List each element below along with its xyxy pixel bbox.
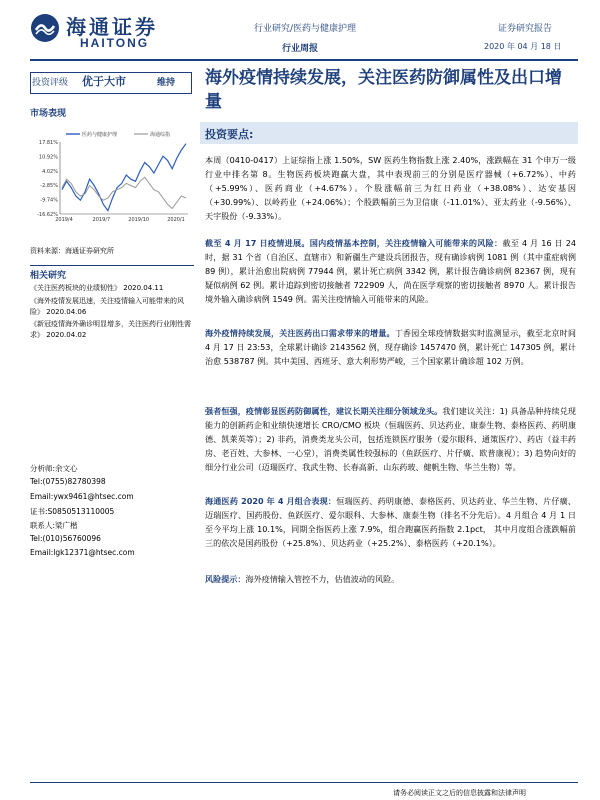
report-category: 行业研究/医药与健康护理 <box>254 24 357 34</box>
related-item-date: 2020.04.06 <box>46 308 87 316</box>
related-item-date: 2020.04.11 <box>123 284 164 292</box>
rating-value: 优于大市 <box>82 75 126 88</box>
chart-x-tick-label: 2019/7 <box>92 217 111 223</box>
page-title: 海外疫情持续发展，关注医药防御属性及出口增量 <box>205 68 562 112</box>
related-item[interactable] <box>30 319 196 341</box>
key-points-label: 投资要点: <box>205 128 254 141</box>
chart-y-tick-label: 4.02% <box>42 168 58 175</box>
paragraph-heading: 海外疫情持续发展，关注医药出口需求带来的增量。 <box>205 328 395 338</box>
paragraph-heading: 海通医药 2020 年 4 月组合表现： <box>205 496 337 506</box>
logo-english: HAITONG <box>80 36 150 50</box>
chart-x-tick-label: 2020/1 <box>167 217 185 223</box>
paragraph-risk <box>205 573 576 587</box>
report-label: 证券研究报告 <box>498 24 553 34</box>
paragraph-heading: 风险提示： <box>205 574 246 584</box>
related-item-title: 《关注医药板块的业绩韧性》 <box>30 284 121 292</box>
chart-y-tick-label: -9.74% <box>40 197 58 204</box>
footer-divider <box>30 782 578 783</box>
chart-series-pharma-line <box>62 144 186 211</box>
chart-y-tick-label: 17.81% <box>38 140 58 146</box>
chart-x-tick-label: 2019/4 <box>55 217 73 223</box>
footer-disclaimer: 请务必阅读正文之后的信息披露和法律声明 <box>393 789 526 797</box>
paragraph-recommendations <box>205 405 576 475</box>
chart-legend-label: 海通综指 <box>150 132 171 138</box>
paragraph-text: 丁香园全球疫情数据实时监测显示，截至北京时间 4 月 17 日 23:53，全球累计确诊 2143562 例，现存确诊 1457470 例，累计死亡 147305 例，累计治愈 538787 例。其中美国、西班牙、意大利形势严峻，三个国家累计确诊超 102 万例。 <box>205 328 576 366</box>
chart-series-index-line <box>62 177 186 208</box>
market-performance-chart <box>30 128 194 228</box>
contact-name: 联系人:梁广楷 <box>30 521 78 530</box>
chart-y-tick-label: -16.62% <box>37 212 58 218</box>
report-type: 行业周报 <box>282 44 319 54</box>
key-points-banner <box>200 122 578 144</box>
related-item-title: 《海外疫情发展迅速，关注疫情输入可能带来的风险》 <box>30 297 184 316</box>
chart-y-tick-label: 10.92% <box>38 154 58 161</box>
paragraph-text: 恒瑞医药、药明康德、泰格医药、贝达药业、华兰生物、片仔癀、迈瑞医疗、国药股份、鱼跃医疗、爱尔眼科、大参林、康泰生物（排名不分先后）。4 月组合 4 月 1 日至今平均上涨 10.1%，同期全指医药上涨 7.9%，组合跑赢医药指数 2.1pct， 其中月度组合涨跌幅前三的依次是国药股份（+25.8%）、贝达药业（+25.2%）、泰格医药（+20.1%）。 <box>205 496 576 548</box>
header-divider <box>30 59 578 61</box>
chart-y-tick-label: -2.85% <box>40 183 58 190</box>
chart-x-tick-label: 2019/10 <box>128 217 150 223</box>
paragraph-weekly-performance <box>205 154 576 224</box>
related-item-date: 2020.04.02 <box>46 331 87 339</box>
report-date: 2020 年 04 月 18 日 <box>484 42 562 51</box>
paragraph-heading: 强者恒强，疫情彰显医药防御属性，建议长期关注细分领域龙头。 <box>205 406 443 416</box>
chart-legend-label: 医药与健康护理 <box>82 132 118 138</box>
paragraph-text: 我们建议关注：1) 具备品种持续兑现能力的创新药企和业绩快速增长 CRO/CMO 板块（恒瑞医药、贝达药业、康泰生物、泰格医药、药明康德、凯莱英等）；2) 非药，消费类龙头公司，包括连锁医疗服务（爱尔眼科、通策医疗）、药店（益丰药房、老百姓、大参林、一心堂），消费类属性较强标的（鱼跃医疗、片仔癀、欧普康视）；3) 趋势向好的细分行业公司（迈瑞医疗、我武生物、长春高新、山东药玻、健帆生物、华兰生物）等。 <box>205 406 576 472</box>
logo-chinese: 海通证券 <box>66 15 158 39</box>
paragraph-overseas-epidemic <box>205 327 576 369</box>
market-performance-title: 市场表现 <box>30 109 67 119</box>
sidebar-divider <box>30 265 194 266</box>
paragraph-text: 海外疫情输入管控不力，估值波动的风险。 <box>245 574 400 584</box>
analyst-email[interactable]: Email:ywx9461@htsec.com <box>30 492 134 501</box>
rating-hold: 维持 <box>157 78 176 88</box>
rating-label: 投资评级 <box>32 78 69 88</box>
haitong-logo-icon <box>30 13 60 43</box>
chart-source: 资料来源：海通证券研究所 <box>30 247 114 255</box>
paragraph-domestic-epidemic <box>205 237 576 307</box>
related-item-title: 《新冠疫情海外确诊明显增多，关注医药行业刚性需求》 <box>30 320 191 339</box>
contact-email[interactable]: Email:lgk12371@htsec.com <box>30 548 135 557</box>
related-item[interactable] <box>30 283 196 294</box>
paragraph-heading: 截至 4 月 17 日疫情进展。国内疫情基本控制，关注疫情输入可能带来的风险： <box>205 238 503 248</box>
related-research-title: 相关研究 <box>30 271 67 281</box>
analyst-tel: Tel:(0755)82780398 <box>30 477 106 486</box>
related-item[interactable] <box>30 296 196 318</box>
paragraph-text: 截至 4 月 16 日 24 时，据 31 个省（自治区、直辖市）和新疆生产建设兵团报告，现有确诊病例 1081 例（其中重症病例 89 例），累计治愈出院病例 77944 例，累计死亡病例 3342 例，累计报告确诊病例 82367 例，现有疑似病例 62 例。累计追踪到密切接触者 722909 人，尚在医学观察的密切接触者 8970 人。累计报告境外输入确诊病例 1549 例。需关注疫情输入可能带来的风险。 <box>205 238 576 304</box>
analyst-name: 分析师:余文心 <box>30 464 78 473</box>
paragraph-text: 本周（0410-0417）上证综指上涨 1.50%，SW 医药生物指数上涨 2.40%，涨跌幅在 31 个申万一级行业中排名第 8。生物医药板块跑赢大盘，其中表现前三的分别是医疗器械（+6.72%）、中药（+5.99%）、医药商业（+4.67%）。个股涨幅前三为红日药业（+38.08%）、达安基因（+30.99%）、以岭药业（+24.06%）；个股跌幅前三为卫信康（-11.01%）、亚太药业（-9.56%）、天宇股份（-9.33%）。 <box>205 155 576 221</box>
paragraph-portfolio <box>205 495 576 551</box>
contact-tel: Tel:(010)56760096 <box>30 534 101 543</box>
analyst-certificate: 证书:S0850513110005 <box>30 507 115 516</box>
